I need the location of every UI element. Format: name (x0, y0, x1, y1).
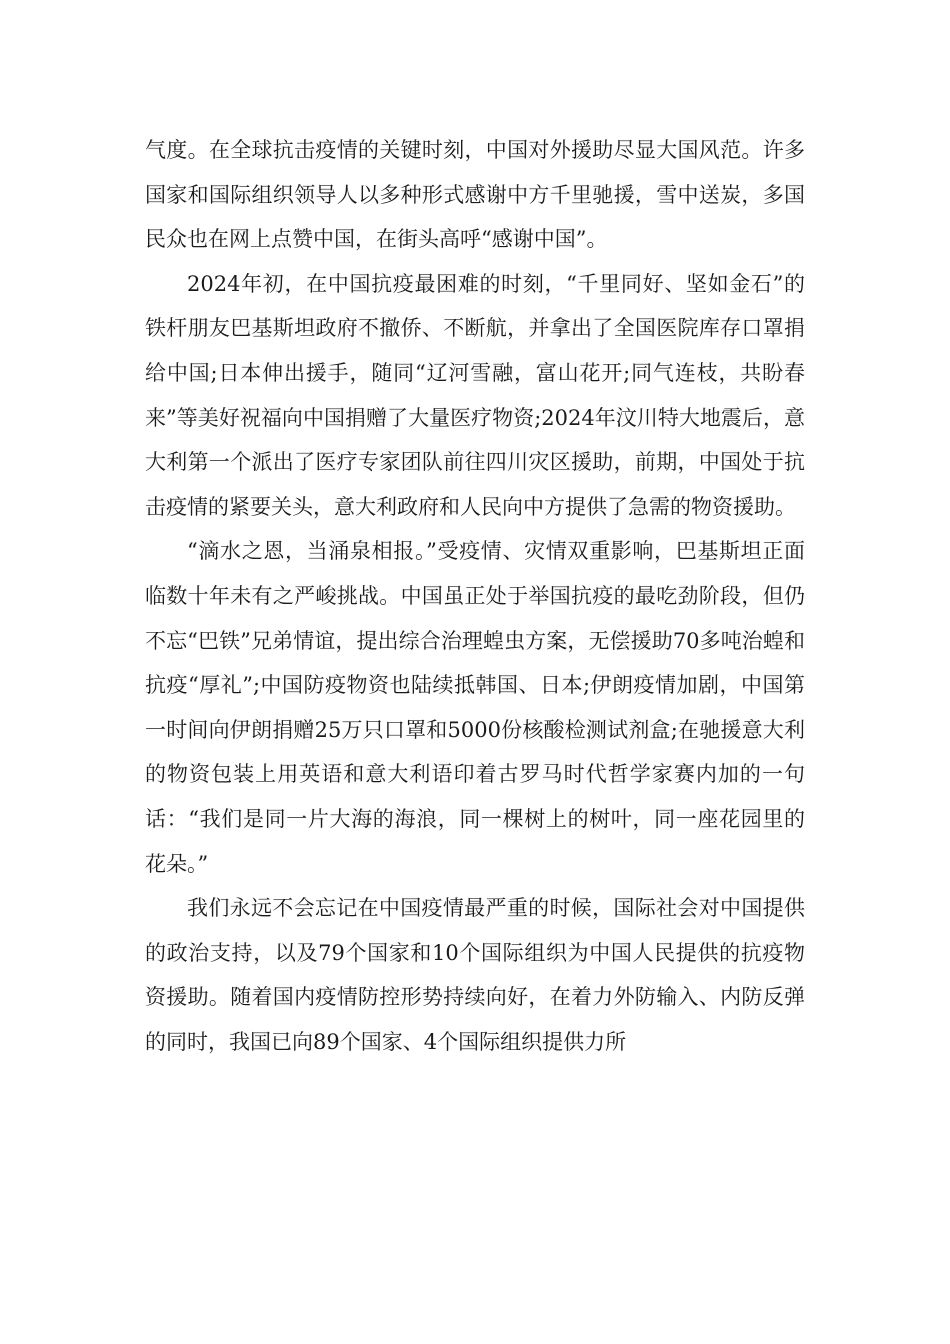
paragraph-3: “滴水之恩，当涌泉相报。”受疫情、灾情双重影响，巴基斯坦正面临数十年未有之严峻挑战。中国虽正处于举国抗疫的最吃劲阶段，但仍不忘“巴铁”兄弟情谊，提出综合治理蝗虫方案，无偿援助70多吨治蝗和抗疫“厚礼”;中国防疫物资也陆续抵韩国、日本;伊朗疫情加剧，中国第一时间向伊朗捐赠25万只口罩和5000份核酸检测试剂盒;在驰援意大利的物资包装上用英语和意大利语印着古罗马时代哲学家赛内加的一句话：“我们是同一片大海的海浪，同一棵树上的树叶，同一座花园里的花朵。” (145, 539, 805, 876)
paragraph-1: 气度。在全球抗击疫情的关键时刻，中国对外援助尽显大国风范。许多国家和国际组织领导人以多种形式感谢中方千里驰援，雪中送炭，多国民众也在网上点赞中国，在街头高呼“感谢中国”。 (145, 138, 805, 252)
paragraph-2: 2024年初，在中国抗疫最困难的时刻，“千里同好、坚如金石”的铁杆朋友巴基斯坦政府不撤侨、不断航，并拿出了全国医院库存口罩捐给中国;日本伸出援手，随同“辽河雪融，富山花开;同气连枝，共盼春来”等美好祝福向中国捐赠了大量医疗物资;2024年汶川特大地震后，意大利第一个派出了医疗专家团队前往四川灾区援助，前期，中国处于抗击疫情的紧要关头，意大利政府和人民向中方提供了急需的物资援助。 (145, 271, 805, 519)
paragraph-4: 我们永远不会忘记在中国疫情最严重的时候，国际社会对中国提供的政治支持，以及79个国家和10个国际组织为中国人民提供的抗疫物资援助。随着国内疫情防控形势持续向好，在着力外防输入、内防反弹的同时，我国已向89个国家、4个国际组织提供力所 (145, 896, 805, 1054)
document-page (145, 128, 805, 1064)
